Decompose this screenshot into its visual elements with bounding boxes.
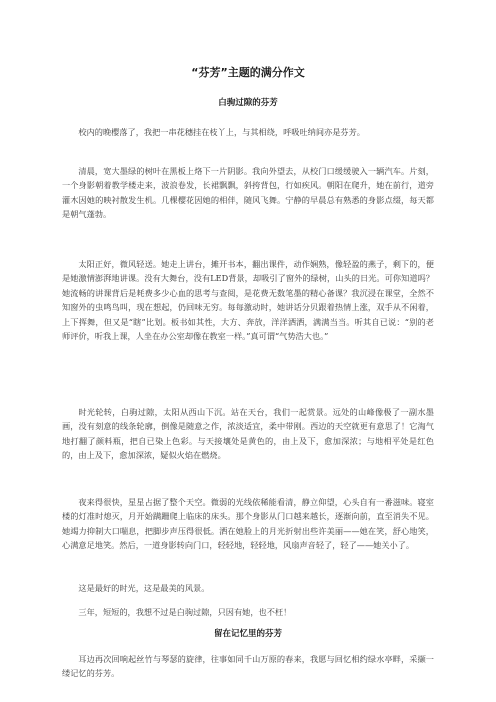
section-heading-2: 留在记忆里的芬芳 bbox=[213, 629, 282, 639]
paragraph-6: 这是最好的时光，这是最美的风景。 bbox=[78, 583, 210, 593]
section-heading-1: 白驹过隙的芬芳 bbox=[218, 98, 278, 108]
paragraph-3: 太阳正好，微风轻送。她走上讲台，摊开书本，翻出课件，动作娴熟，像轻盈的燕子，剩下的，便是她激情澎湃地讲课。没有大舞台，没有LED背景，却吸引了窗外的绿树，山头的日光。可你知道吗？她流畅的讲课背后是耗费多少心血的思考与查阅，是花费无数笔墨的精心备课？我沉浸在课堂，全然不知窗外的虫鸣鸟叫，现在想起，仍回味无穷。每每激动时，她讲话分贝跟着热情上涨，双手从不闲着，上下挥舞，但又是“瞎”比划。板书如其性，大方、奔放，洋洋洒洒，满满当当。听其自已说：“别的老师评价，听我上课，人坐在办公室却像在教室一样。”真可谓“气势浩大也。” bbox=[62, 259, 434, 342]
paragraph-7: 三年，短短的，我想不过是白驹过隙，只因有她，也不枉！ bbox=[78, 607, 292, 617]
paragraph-1: 校内的晚樱落了，我把一串花穗挂在枝丫上，与其相绕，呼吸吐纳间亦是芬芳。 bbox=[78, 127, 365, 137]
document-title: “芬芳”主题的满分作文 bbox=[191, 66, 305, 79]
paragraph-5: 夜来得很快，星星占据了整个天空。微弱的光线依稀能看清，静立仰望，心头自有一番滋味。寝室楼的灯准时熄灭，月开始蹒跚爬上临床的床头。那个身影从门口越来越长，逐渐向前，直至消失不见。她竭力抑制大口喘息，把脚步声压得很低。洒在她脸上的月光折射出些许美丽——她在笑，舒心地笑，心满意足地笑。然后，一道身影转向门口，轻轻地，轻轻地，风扇声音轻了，轻了——她关小了。 bbox=[62, 497, 434, 551]
paragraph-4: 时光轮转，白驹过隙，太阳从西山下沉。站在天台，我们一起赏景。远处的山峰像极了一副水墨画，没有刻意的线条轮廓，倒像是随意之作，浓淡适宜，柔中带刚。西边的天空就更有意思了！它淘气地打翻了颜料瓶，把自已染上色彩。与天接壤处是黄色的，由上及下，愈加深浓；与地相平处是红色的，由上及下，愈加深浓，疑似火焰在燃烧。 bbox=[62, 407, 434, 461]
paragraph-8: 耳边再次回响起丝竹与琴瑟的旋律，往事如同千山万原的春来，我愿与回忆相约绿水亭畔，采撷一缕记忆的芬芳。 bbox=[62, 654, 434, 679]
paragraph-2: 清晨，宽大墨绿的树叶在黑板上烙下一片阴影。我向外望去，从校门口缓缓驶入一辆汽车。片刻，一个身影朝着教学楼走来，波浪卷发，长裙飘飘，斜挎背包，行如疾风。朝阳在爬升，她在前行，道旁灌木因她的映衬散发生机。几棵樱花因她的相伴，随风飞舞。宁静的早晨总有熟悉的身影点缀，每天都是朝气蓬勃。 bbox=[62, 166, 434, 220]
